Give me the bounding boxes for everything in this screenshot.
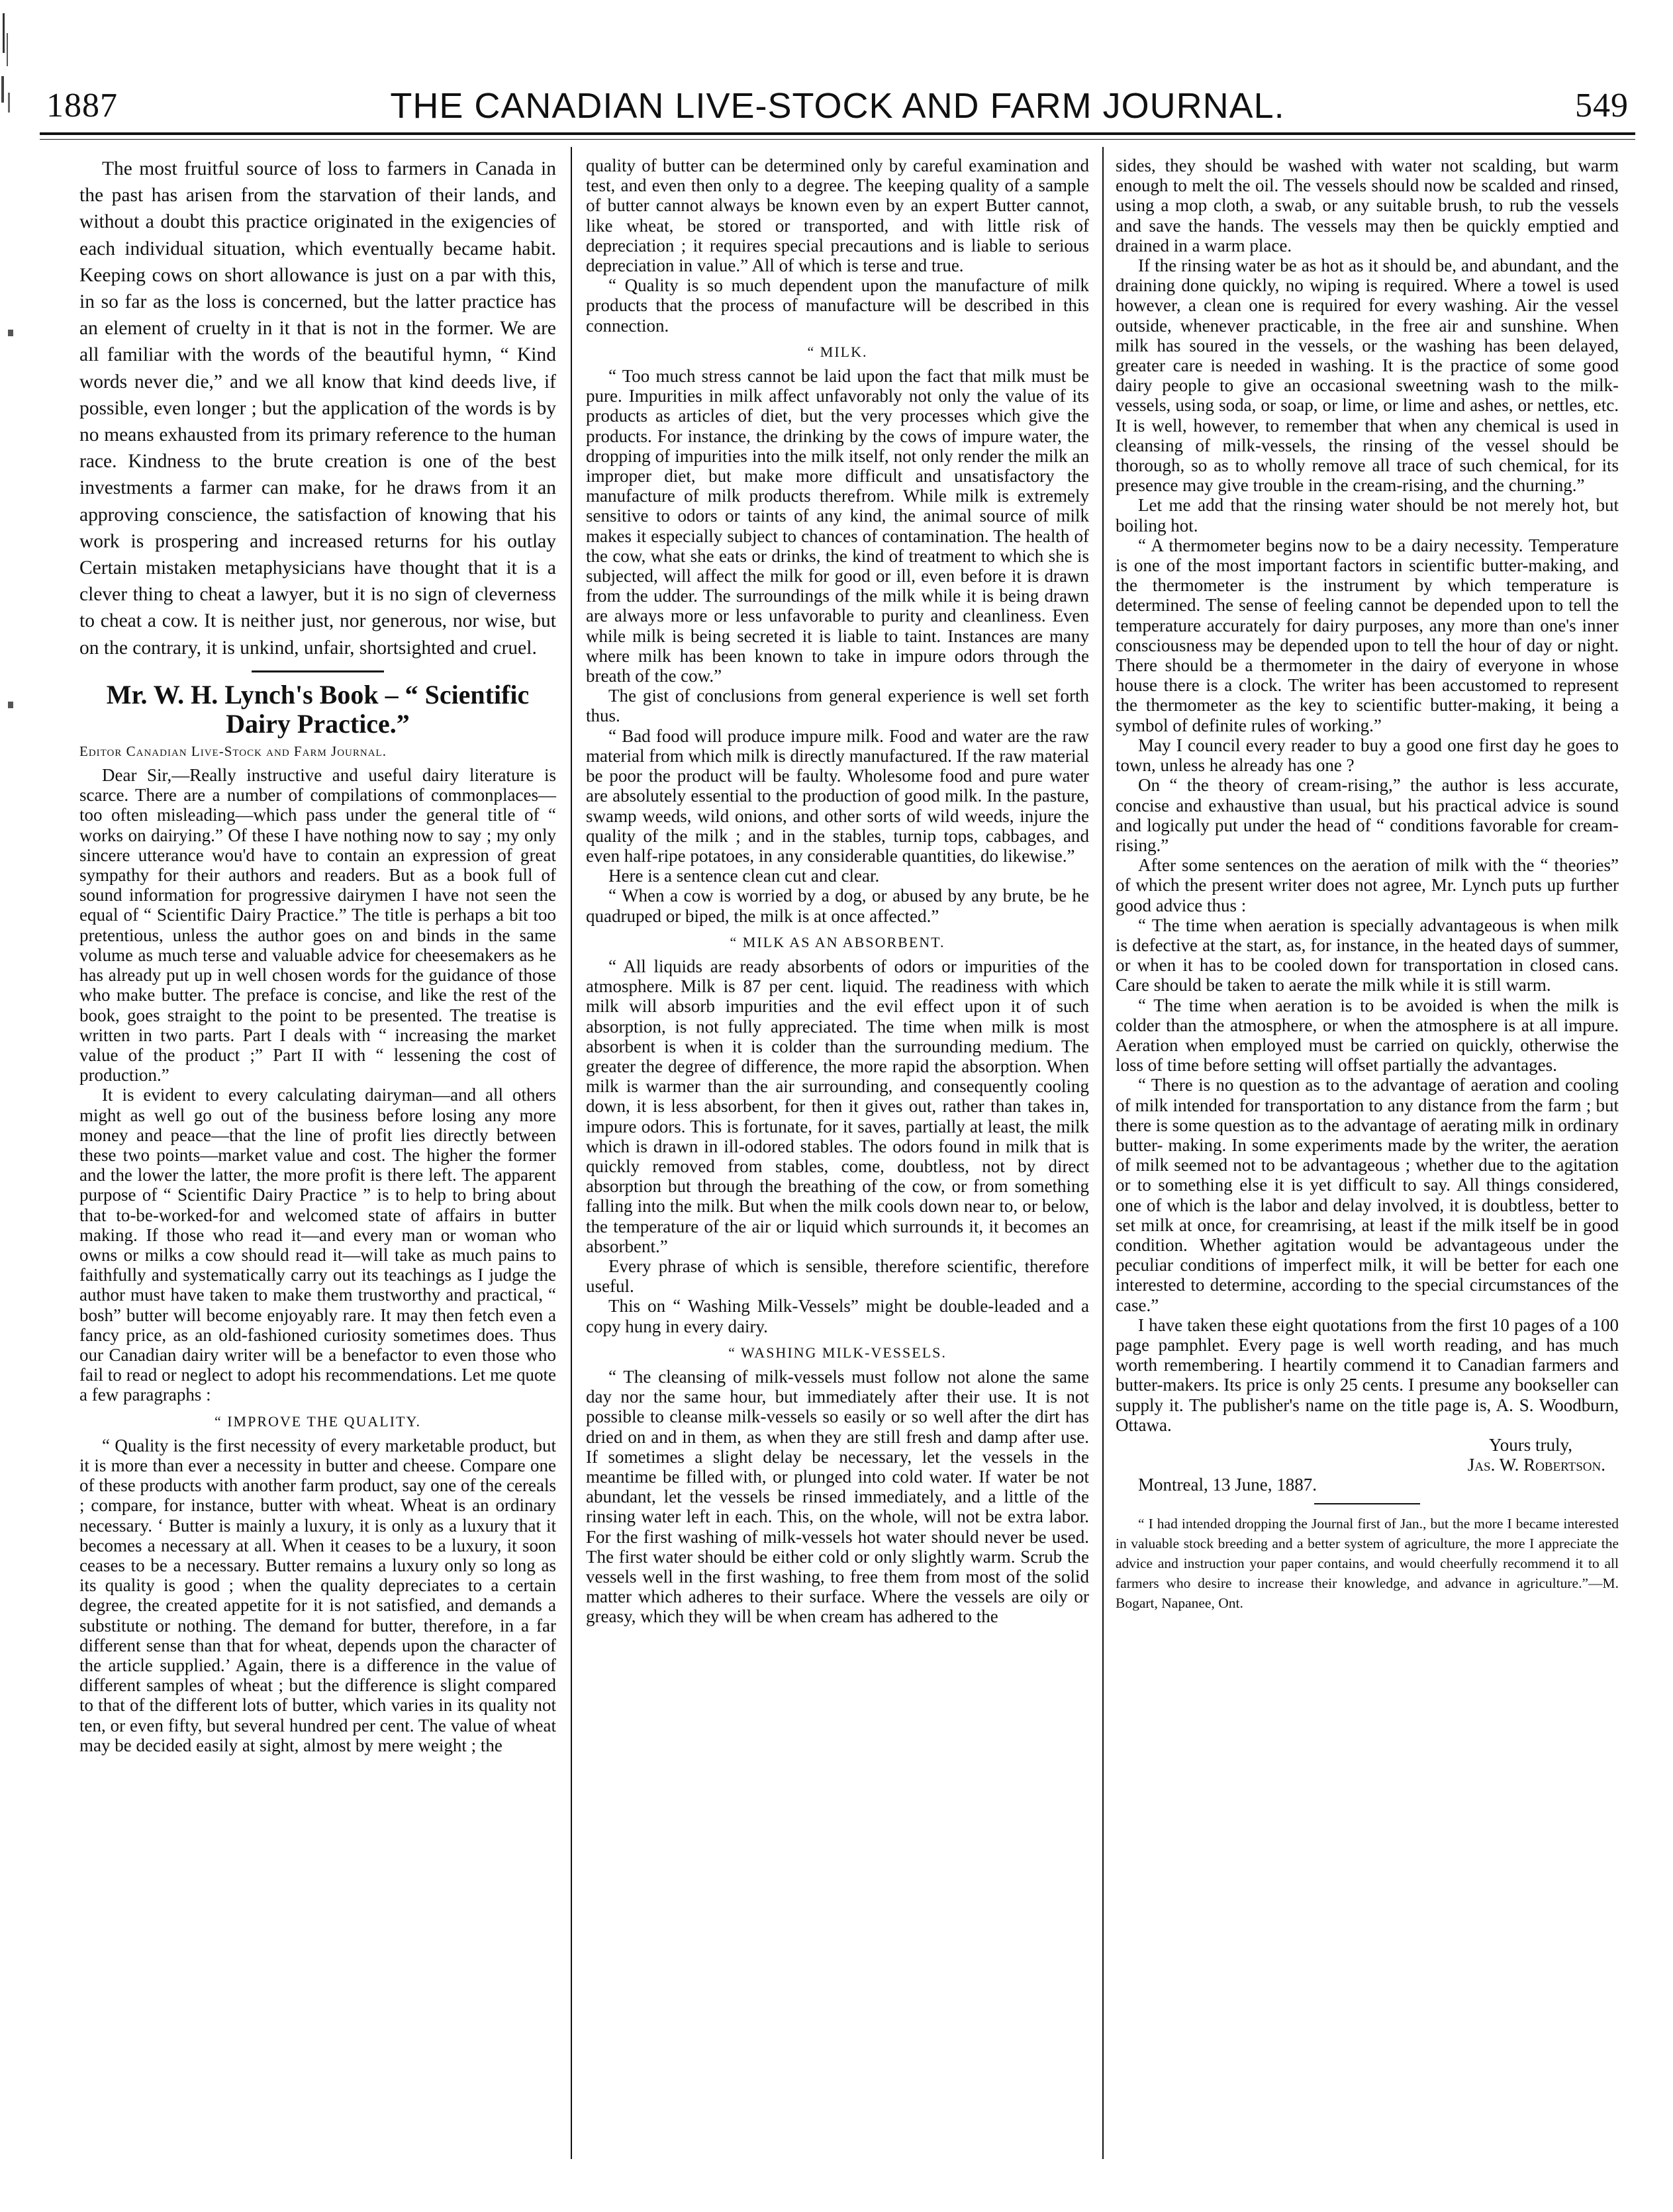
body-paragraph: After some sentences on the aeration of milk with the “ theories” of which the present writer does not agree, Mr. Lynch puts up further good advice thus : — [1116, 855, 1619, 915]
body-paragraph: sides, they should be washed with water not scalding, but warm enough to melt the oil. The vessels should now be scalded and rinsed, using a mop cloth, a swab, or any suitable brush, to rub the vessels and save the hands. The vessels may then be quickly emptied and drained in a warm place. — [1116, 156, 1619, 255]
body-paragraph: “ Quality is so much dependent upon the manufacture of milk products that the process of manufacture will be described in this connection. — [586, 275, 1089, 336]
body-paragraph: May I council every reader to buy a good one first day he goes to town, unless he already has one ? — [1116, 735, 1619, 776]
subheading: “ IMPROVE THE QUALITY. — [214, 1412, 422, 1430]
page-number: 549 — [1575, 87, 1629, 124]
scan-artifact — [0, 13, 15, 126]
body-paragraph: “ Bad food will produce impure milk. Food and water are the raw material from which milk is directly manufactured. If the raw material be poor the product will be faulty. Wholesome food and pure water are absolutely essential to the production of good milk. In the pasture, swamp weeds, wild onions, and other sorts of wild weeds, injure the quality of the milk ; and in the stables, turnip tops, cabbages, and even half-ripe potatoes, in any considerable quantities, do likewise.” — [586, 725, 1089, 866]
body-paragraph: “ The cleansing of milk-vessels must follow not alone the same day nor the same hour, but immediately after their use. It is not possible to cleanse milk-vessels so easily or so well after the dirt has dried on and in them, as when they are still fresh and damp after use. If sometimes a slight delay be necessary, let the vessels in the meantime be filled with, or plunged into cold water. If water be not abundant, let the vessels be rinsed immediately, and a little of the rinsing water left in each. This, on the whole, will not be extra labor. For the first washing of milk-vessels hot water should never be used. The first water should be either cold or only slightly warm. Scrub the vessels well in the first washing, to free them from most of the solid matter which adheres to their surface. Where the vessels are oily or greasy, which they will be when cream has adhered to the — [586, 1366, 1089, 1627]
body-paragraph: “ The time when aeration is to be avoided is when the milk is colder than the atmosphere, or when the atmosphere is at all impure. Aeration when employed must be carried on quickly, otherwise the loss of time before setting will offset partially the advantages. — [1116, 995, 1619, 1076]
body-paragraph: “ When a cow is worried by a dog, or abused by any brute, be he quadruped or biped, the milk is at once affected.” — [586, 886, 1089, 926]
body-paragraph: Here is a sentence clean cut and clear. — [608, 866, 880, 886]
subheading: “ MILK. — [807, 343, 868, 360]
header-rule — [40, 132, 1635, 135]
body-paragraph: If the rinsing water be as hot as it should be, and abundant, and the draining done quickly, no wiping is required. Where a towel is used however, a clean one is required for every washing. Air the vessel outside, whenever practicable, in the free air and sunshine. When milk has soured in the vessels, or the washing has been delayed, greater care is needed in washing. It is the practice of some good dairy people to give an occasional sweetning wash to the milk-vessels, using soda, or soap, or lime, or lime and ashes, or nettles, etc. It is well, however, to remember that when any chemical is used in cleansing of milk-vessels, the rinsing of the vessel should be thorough, so as to wholly remove all trace of such chemical, for its presence may give trouble in the cream-rising, and the churning.” — [1116, 255, 1619, 496]
body-paragraph: Dear Sir,—Really instructive and useful dairy literature is scarce. There are a number of compilations of commonplaces—too often misleading—which pass under the general title of “ works on dairying.” Of these I have nothing now to say ; my only sincere utterance wou'd have to contain an expression of great sympathy for their authors and readers. But as a book full of sound information for progressive dairymen I have not seen the equal of “ Scientific Dairy Practice.” The title is perhaps a bit too pretentious, unless the author goes on and binds in the same volume as much terse and valuable advice for cheesemakers as he has already put up in well chosen words for the guidance of those who make butter. The preface is concise, and like the rest of the book, goes straight to the point to be presented. The treatise is written in two parts. Part I deals with “ increasing the market value of the product ;” Part II with “ lessening the cost of production.” — [79, 765, 556, 1085]
column-divider — [571, 147, 572, 2159]
section-separator — [1314, 1503, 1420, 1504]
body-paragraph: This on “ Washing Milk-Vessels” might be double-leaded and a copy hung in every dairy. — [586, 1296, 1089, 1336]
body-paragraph: The gist of conclusions from general experience is well set forth thus. — [586, 686, 1089, 726]
body-paragraph: “ There is no question as to the advantage of aeration and cooling of milk intended for transportation to any distance from the farm ; but there is some question as to the advantage of aerating milk in ordinary butter- making. In some experiments made by the writer, the aeration of milk seemed not to be advantageous ; whether due to the agitation or to something else it is yet difficult to say. All things considered, one of which is the labor and delay involved, it is doubtless, better to set milk at once, for creamrising, at least if the milk itself be in good condition. Whether agitation would be advantageous under the peculiar conditions of imperfect milk, it will be better for each one interested to determine, according to the special circumstances of the case.” — [1116, 1075, 1619, 1315]
letter-addressee: Editor Canadian Live-Stock and Farm Journal. — [79, 743, 387, 759]
column-2 — [586, 156, 1089, 1627]
column-1 — [79, 156, 556, 1755]
body-paragraph: quality of butter can be determined only by careful examination and test, and even then only to a degree. The keeping quality of a sample of butter cannot always be known even by an expert Butter cannot, like wheat, be stored or transported, and with little risk of depreciation ; it requires special precautions and is liable to serious depreciation in value.” All of which is terse and true. — [586, 156, 1089, 276]
margin-mark — [8, 702, 13, 708]
column-3 — [1116, 156, 1619, 1613]
header-year: 1887 — [46, 87, 118, 124]
body-paragraph: I have taken these eight quotations from the first 10 pages of a 100 page pamphlet. Every page is well worth reading, and has much worth remembering. I heartily commend it to Canadian farmers and butter-makers. Its price is only 25 cents. I presume any bookseller can supply it. The publisher's name on the title page is, A. S. Woodburn, Ottawa. — [1116, 1314, 1619, 1435]
page-header — [40, 79, 1635, 132]
body-paragraph: Let me add that the rinsing water should be not merely hot, but boiling hot. — [1116, 495, 1619, 535]
body-paragraph: The most fruitful source of loss to farmers in Canada in the past has arisen from the starvation of their lands, and without a doubt this practice originated in the exigencies of each individual situation, which eventually became habit. Keeping cows on short allowance is just on a par with this, in so far as the loss is concerned, but the latter practice has an element of cruelty in it that is not in the former. We are all familiar with the words of the beautiful hymn, “ Kind words never die,” and we all know that kind deeds live, if possible, even longer ; but the application of the words is by no means exhausted from its primary reference to the human race. Kindness to the brute creation is one of the best investments a farmer can make, for he draws from it an approving conscience, the satisfaction of knowing that his work is prospering and increased returns for his outlay Certain mistaken metaphysicians have thought that it is a clever thing to cheat a lawyer, but it is no sign of cleverness to cheat a cow. It is neither just, nor generous, nor wise, but on the contrary, it is unkind, unfair, shortsighted and cruel. — [79, 158, 556, 659]
header-rule-thin — [40, 139, 1635, 140]
subheading: “ MILK AS AN ABSORBENT. — [730, 933, 945, 950]
body-paragraph: On “ the theory of cream-rising,” the author is less accurate, concise and exhaustive than usual, but his practical advice is sound and logically put under the head of “ conditions favorable for cream-rising.” — [1116, 775, 1619, 855]
signoff: Yours truly, — [1488, 1435, 1572, 1455]
journal-title: THE CANADIAN LIVE-STOCK AND FARM JOURNAL. — [390, 86, 1285, 126]
dateline: Montreal, 13 June, 1887. — [1138, 1475, 1317, 1495]
section-separator — [252, 670, 384, 672]
body-paragraph: “ The time when aeration is specially advantageous is when milk is defective at the start, as, for instance, in the heated days of summer, or when it has to be cooled down for transportation in closed cans. Care should be taken to aerate the milk while it is still warm. — [1116, 915, 1619, 995]
letter-section — [79, 670, 556, 1755]
body-paragraph: “ A thermometer begins now to be a dairy necessity. Temperature is one of the most important factors in scientific butter-making, and the thermometer is the instrument by which temperature is determined. The sense of feeling cannot be depended upon to tell the temperature accurately for dairy purposes, any more than one's inner consciousness may be depended upon to tell the hour of day or night. There should be a thermometer in the dairy of everyone in whose house there is a clock. The writer has been accustomed to represent the thermometer as the key to scientific butter-making, it being a symbol of definite rules of working.” — [1116, 535, 1619, 735]
body-paragraph: Every phrase of which is sensible, therefore scientific, therefore useful. — [586, 1256, 1089, 1297]
body-paragraph: “ All liquids are ready absorbents of odors or impurities of the atmosphere. Milk is 87 per cent. liquid. The readiness with which milk will absorb impurities and the evil effect upon it of such absorption, is not fully appreciated. The time when milk is most absorbent is when it is colder than the surrounding medium. The greater the degree of difference, the more rapid the absorption. When milk is warmer than the air surrounding, and consequently cooling down, it is less absorbent, for then it gives out, rather than takes in, impure odors. This is fortunate, for it saves, partially at least, the milk which is drawn in ill-odored stables. The odors found in milk that is quickly removed from stables, come, doubtless, not by direct absorption but through the breathing of the cow, or from something falling into the milk. But when the milk cools down near to, or below, the temperature of the air or liquid which surrounds it, it becomes an absorbent.” — [586, 956, 1089, 1256]
column-divider — [1102, 147, 1104, 2159]
body-paragraph: It is evident to every calculating dairyman—and all others might as well go out of the business before losing any more money and peace—that the line of profit lies directly between these two points—market value and cost. The higher the former and the lower the latter, the more profit is there left. The apparent purpose of “ Scientific Dairy Practice ” is to help to bring about that to-be-worked-for and welcomed state of affairs in butter making. If those who read it—and every man or woman who owns or milks a cow should read it—will take as much pains to faithfully and systematically carry out its teachings as I judge the author must have taken to make them trustworthy and practical, “ bosh” butter will become enjoyably rare. It may then fetch even a fancy price, as an old-fashioned curiosity sometimes does. Thus our Canadian dairy writer will be a benefactor to even those who fail to read or neglect to adopt his recommendations. Let me quote a few paragraphs : — [79, 1085, 556, 1405]
reader-testimonial: “ I had intended dropping the Journal first of Jan., but the more I became interested in valuable stock breeding and a better system of agriculture, the more I appreciate the advice and instruction your paper contains, and would cheerfully recommend it to all farmers who desire to increase their knowledge, and advance in agriculture.”—M. Bogart, Napanee, Ont. — [1116, 1515, 1619, 1611]
body-paragraph: “ Quality is the first necessity of every marketable product, but it is more than ever a necessity in butter and cheese. Compare one of these products with another farm product, say one of the cereals ; compare, for instance, butter with wheat. Wheat is an ordinary necessary. ‘ Butter is mainly a luxury, it is only as a luxury that it becomes a necessary at all. When it ceases to be a luxury, it soon ceases to be a necessary. Butter remains a luxury only so long as its quality is good ; when the quality depreciates to a certain degree, the created appetite for it is not satisfied, and demands a substitute or nothing. The demand for butter, therefore, in a far different sense than that for wheat, depends upon the character of the article supplied.’ Again, there is a difference in the value of different samples of wheat ; but the difference is slight compared to that of the different lots of butter, which varies in its quality not ten, or even fifty, but several hundred per cent. The value of wheat may be decided easily at sight, almost by mere weight ; the — [79, 1435, 556, 1755]
body-paragraph: “ Too much stress cannot be laid upon the fact that milk must be pure. Impurities in milk affect unfavorably not only the value of its products as articles of diet, but the very processes which give the products. For instance, the drinking by the cows of impure water, the dropping of impurities into the milk itself, not only render the milk an improper diet, but make more difficult and unsatisfactory the manufacture of milk products therefrom. While milk is extremely sensitive to odors or taints of any kind, the animal source of milk makes it especially subject to chances of contamination. The health of the cow, what she eats or drinks, the kind of treatment to which she is subjected, will affect the milk for good or ill, even before it is drawn from the udder. The surroundings of the milk while it is being drawn are always more or less unfavorable to purity and cleanliness. Even while milk is being secreted it is liable to taint. Instances are many where milk has been known to take in impure odors through the breath of the cow.” — [586, 366, 1089, 686]
article-heading: Mr. W. H. Lynch's Book – “ Scientific Dairy Practice.” — [106, 679, 530, 739]
subheading: “ WASHING MILK-VESSELS. — [728, 1344, 947, 1361]
margin-mark — [8, 330, 13, 336]
author-signature: Jas. W. Robertson. — [1467, 1455, 1605, 1475]
